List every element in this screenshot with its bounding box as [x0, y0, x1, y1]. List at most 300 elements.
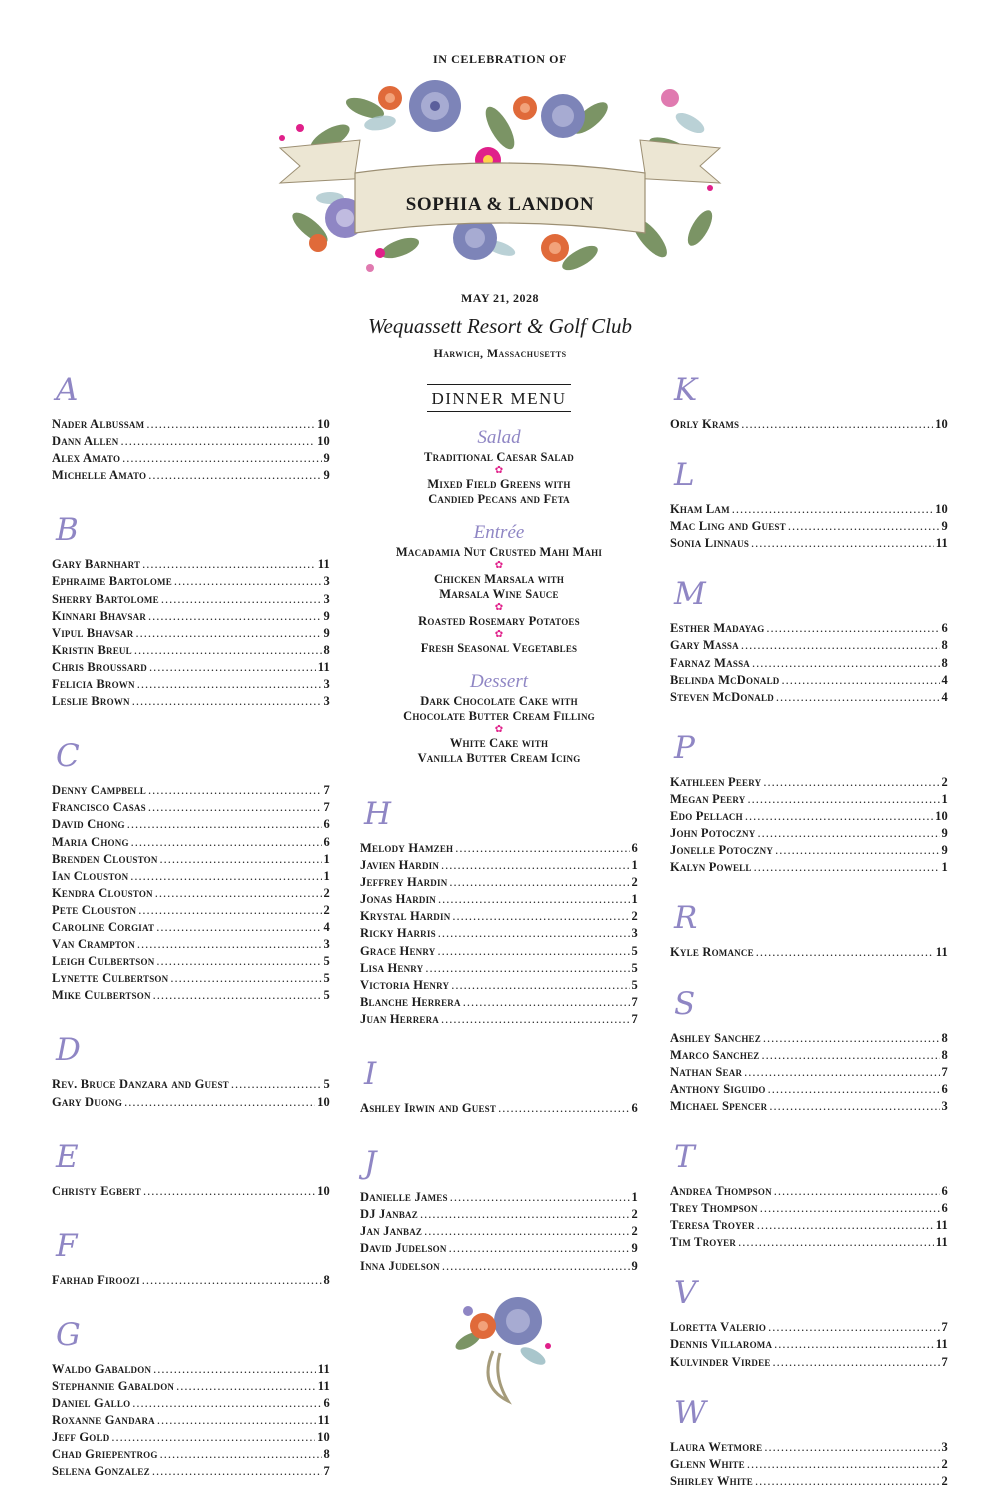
guest-name: Victoria Henry	[360, 977, 450, 992]
table-number: 1	[941, 791, 948, 806]
guest-row	[52, 919, 330, 936]
dot-leader	[124, 1094, 315, 1111]
dot-leader	[441, 1011, 630, 1028]
letter-heading: W	[674, 1394, 706, 1431]
guest-row	[670, 1047, 948, 1064]
guest-name: Kristin Breul	[52, 642, 132, 657]
guest-name: Kathleen Peery	[670, 774, 762, 789]
table-number: 2	[631, 1207, 638, 1222]
menu-dish: Dark Chocolate Cake with Chocolate Butter Cream Filling	[403, 694, 595, 723]
table-number: 11	[317, 1378, 330, 1393]
guest-name: Edo Pellach	[670, 809, 743, 824]
guest-row	[670, 774, 948, 791]
guest-name: Tim Troyer	[670, 1235, 737, 1250]
guest-row	[670, 1473, 948, 1490]
guest-name: Daniel Gallo	[52, 1396, 131, 1410]
guest-name: Andrea Thompson	[670, 1183, 772, 1198]
guest-row	[52, 573, 330, 590]
dot-leader	[152, 1463, 322, 1480]
dot-leader	[782, 672, 940, 689]
table-number: 5	[631, 960, 638, 975]
guest-row	[52, 851, 330, 868]
guest-row	[52, 416, 330, 433]
guest-name: Leslie Brown	[52, 694, 130, 709]
group-spacer	[670, 1115, 948, 1139]
guest-name: Waldo Gabaldon	[52, 1361, 152, 1376]
letter-group-l	[670, 457, 948, 576]
table-number: 5	[631, 943, 638, 958]
menu-dish: Chicken Marsala with Marsala Wine Sauce	[433, 572, 565, 601]
dot-leader	[766, 620, 939, 637]
guest-name: Chad Griepentrog	[52, 1447, 158, 1462]
dot-leader	[174, 573, 322, 590]
guest-name: Laura Wetmore	[670, 1439, 763, 1454]
letter-heading: I	[364, 1056, 377, 1093]
table-number: 11	[317, 1413, 330, 1428]
guest-row	[360, 1189, 638, 1206]
dot-leader	[142, 1272, 322, 1289]
table-number: 10	[317, 417, 330, 431]
dot-leader	[122, 450, 321, 467]
guest-name: Esther Madayag	[670, 621, 765, 636]
letter-group-v	[670, 1275, 948, 1394]
guest-row	[360, 925, 638, 942]
letter-group-w	[670, 1395, 948, 1490]
dot-leader	[449, 1240, 630, 1257]
letter-heading: K	[674, 372, 698, 408]
dot-leader	[132, 693, 322, 710]
guest-name: Ephraime Bartolome	[52, 574, 172, 589]
dot-leader	[148, 467, 321, 484]
guest-name: Felicia Brown	[52, 677, 135, 692]
table-number: 6	[941, 1183, 948, 1198]
flower-bouquet-icon	[438, 1291, 558, 1406]
table-number: 3	[323, 591, 330, 606]
guest-name: Selena Gonzalez	[52, 1464, 150, 1479]
table-number: 1	[323, 851, 330, 866]
guest-row	[670, 1081, 948, 1098]
letter-group-c	[52, 738, 330, 1032]
guest-name: Mike Culbertson	[52, 988, 151, 1003]
table-number: 4	[941, 689, 948, 704]
letter-heading: E	[56, 1138, 79, 1175]
table-number: 2	[631, 1224, 638, 1239]
guest-name: Ashley Irwin and Guest	[360, 1101, 497, 1116]
guest-name: Alex Amato	[52, 451, 121, 466]
table-number: 10	[317, 1183, 330, 1198]
dot-leader	[788, 518, 940, 535]
flower-separator-icon: ✿	[494, 560, 504, 571]
guest-row	[360, 1240, 638, 1257]
dot-leader	[769, 1098, 939, 1115]
course-heading: Dessert	[469, 671, 529, 692]
guest-row	[670, 1098, 948, 1115]
dot-leader	[231, 1076, 322, 1093]
table-number: 4	[941, 672, 948, 687]
guest-row	[670, 1439, 948, 1456]
event-date: MAY 21, 2028	[460, 291, 540, 305]
menu-dish: Macadamia Nut Crusted Mahi Mahi	[395, 545, 603, 559]
dot-leader	[498, 1100, 629, 1117]
table-number: 6	[631, 1101, 638, 1116]
table-number: 2	[631, 875, 638, 890]
guest-name: Gary Massa	[670, 638, 739, 653]
letter-group-f	[52, 1228, 330, 1317]
guest-name: Kalyn Powell	[670, 860, 752, 875]
dot-leader	[138, 902, 321, 919]
venue-location: Harwich, Massachusetts	[433, 346, 567, 360]
guest-row	[670, 672, 948, 689]
dot-leader	[744, 1064, 939, 1081]
guest-row	[52, 799, 330, 816]
dot-leader	[137, 936, 322, 953]
dot-leader	[156, 953, 321, 970]
letter-group-r	[670, 900, 948, 985]
course-heading: Salad	[477, 427, 521, 448]
table-number: 9	[941, 826, 948, 841]
letter-heading: A	[56, 372, 79, 408]
guest-row	[360, 1206, 638, 1223]
guest-row	[52, 676, 330, 693]
table-number: 10	[935, 502, 948, 517]
flower-separator-icon: ✿	[494, 465, 504, 476]
table-number: 5	[631, 977, 638, 992]
guest-name: Jeff Gold	[52, 1430, 110, 1445]
flower-separator-icon: ✿	[494, 724, 504, 735]
dot-leader	[449, 874, 629, 891]
table-number: 1	[323, 868, 330, 883]
table-number: 2	[323, 902, 330, 917]
dot-leader	[156, 919, 321, 936]
guest-name: Shirley White	[670, 1473, 753, 1488]
guest-row	[52, 885, 330, 902]
guest-name: Melody Hamzeh	[360, 841, 454, 855]
guest-row	[670, 1183, 948, 1200]
guest-name: Dann Allen	[52, 434, 119, 449]
dot-leader	[438, 891, 630, 908]
table-number: 6	[941, 1081, 948, 1096]
guest-name: Lynette Culbertson	[52, 971, 169, 986]
dot-leader	[134, 642, 322, 659]
table-number: 8	[941, 655, 948, 670]
table-number: 11	[935, 1235, 948, 1250]
guest-column-right	[670, 372, 948, 1490]
letter-group-m	[670, 576, 948, 729]
dot-leader	[768, 1319, 939, 1336]
table-number: 7	[323, 1464, 330, 1479]
dot-leader	[142, 556, 316, 573]
guest-row	[670, 1217, 948, 1234]
table-number: 9	[323, 625, 330, 640]
letter-heading: S	[674, 985, 696, 1022]
dot-leader	[732, 501, 933, 518]
guest-row	[52, 1412, 330, 1429]
dot-leader	[437, 943, 629, 960]
guest-name: Van Crampton	[52, 937, 135, 952]
guest-name: Teresa Troyer	[670, 1218, 755, 1233]
guest-name: Brenden Clouston	[52, 851, 158, 866]
dot-leader	[176, 1378, 316, 1395]
dot-leader	[450, 1189, 630, 1206]
letter-heading: V	[674, 1275, 697, 1312]
guest-row	[360, 977, 638, 994]
dot-leader	[776, 689, 940, 706]
guest-row	[52, 693, 330, 710]
letter-heading: D	[56, 1032, 81, 1069]
table-number: 7	[941, 1064, 948, 1079]
menu-title: DINNER MENU	[427, 384, 570, 412]
guest-column-left	[52, 372, 330, 1480]
guest-row	[360, 1100, 638, 1117]
letter-group-s	[670, 986, 948, 1139]
guest-row	[52, 608, 330, 625]
guest-name: Blanche Herrera	[360, 994, 461, 1009]
dot-leader	[146, 416, 315, 433]
guest-name: Loretta Valerio	[670, 1320, 767, 1335]
guest-name: Dennis Villaroma	[670, 1337, 773, 1352]
guest-name: Gary Barnhart	[52, 557, 141, 572]
guest-row	[670, 1234, 948, 1251]
table-number: 10	[317, 1094, 330, 1109]
guest-name: Maria Chong	[52, 834, 129, 849]
table-number: 3	[323, 937, 330, 952]
guest-row	[360, 1011, 638, 1028]
guest-row	[670, 1319, 948, 1336]
guest-row	[52, 816, 330, 833]
guest-name: Kinnari Bhavsar	[52, 608, 147, 623]
group-spacer	[52, 1289, 330, 1317]
table-number: 11	[317, 1361, 330, 1376]
dot-leader	[111, 1429, 315, 1446]
guest-name: Sherry Bartolome	[52, 591, 159, 606]
guest-row	[670, 1064, 948, 1081]
course-heading: Entrée	[473, 522, 525, 543]
letter-group-e	[52, 1139, 330, 1228]
dot-leader	[463, 994, 630, 1011]
table-number: 3	[323, 574, 330, 589]
guest-name: Kham Lam	[670, 502, 730, 517]
table-number: 1	[941, 860, 948, 875]
guest-row	[52, 970, 330, 987]
dot-leader	[170, 970, 321, 987]
guest-name: Rev. Bruce Danzara and Guest	[52, 1077, 229, 1092]
dot-leader	[756, 944, 934, 961]
guest-row	[52, 556, 330, 573]
guest-name: Orly Krams	[670, 417, 740, 431]
dot-leader	[441, 857, 630, 874]
guest-row	[360, 960, 638, 977]
dinner-menu	[360, 384, 638, 766]
guest-name: Christy Egbert	[52, 1183, 141, 1198]
guest-name: Caroline Corgiat	[52, 919, 155, 934]
guest-row	[670, 655, 948, 672]
guest-name: Jonelle Potoczny	[670, 843, 774, 858]
dot-leader	[755, 1473, 940, 1490]
table-number: 1	[631, 1190, 638, 1205]
menu-dish: White Cake with Vanilla Butter Cream Icing	[417, 736, 581, 765]
guest-column-middle	[360, 384, 638, 1411]
flower-separator-icon: ✿	[494, 629, 504, 640]
dot-leader	[160, 1446, 322, 1463]
letter-group-i	[360, 1056, 638, 1145]
table-number: 5	[323, 988, 330, 1003]
guest-row	[670, 1336, 948, 1353]
guest-name: Pete Clouston	[52, 902, 137, 917]
table-number: 11	[935, 1337, 948, 1352]
guest-row	[52, 868, 330, 885]
guest-row	[360, 1258, 638, 1275]
dot-leader	[148, 782, 322, 799]
menu-dish: Traditional Caesar Salad	[424, 450, 574, 464]
table-number: 2	[941, 774, 948, 789]
guest-name: DJ Janbaz	[360, 1207, 418, 1222]
letter-heading: B	[56, 512, 79, 549]
guest-name: Denny Campbell	[52, 783, 146, 798]
dot-leader	[745, 808, 933, 825]
group-spacer	[670, 1251, 948, 1275]
guest-list-middle	[360, 796, 638, 1275]
letter-heading: H	[364, 796, 392, 832]
venue-name: Wequassett Resort & Golf Club	[367, 314, 633, 338]
table-number: 9	[941, 843, 948, 858]
guest-row	[360, 891, 638, 908]
guest-row	[670, 518, 948, 535]
letter-heading: C	[56, 738, 80, 775]
dot-leader	[121, 433, 316, 450]
guest-name: Inna Judelson	[360, 1258, 440, 1273]
guest-name: Michelle Amato	[52, 468, 147, 483]
guest-name: Nathan Sear	[670, 1064, 743, 1079]
group-spacer	[670, 876, 948, 900]
guest-name: Jonas Hardin	[360, 892, 437, 907]
table-number: 8	[941, 1030, 948, 1045]
table-number: 6	[323, 1396, 330, 1410]
dot-leader	[455, 840, 629, 857]
guest-row	[670, 825, 948, 842]
table-number: 9	[941, 519, 948, 534]
dot-leader	[153, 987, 322, 1004]
guest-row	[52, 1395, 330, 1412]
guest-row	[52, 782, 330, 799]
dot-leader	[774, 1336, 934, 1353]
dot-leader	[127, 816, 322, 833]
guest-name: Anthony Siguido	[670, 1081, 766, 1096]
guest-row	[52, 1076, 330, 1093]
table-number: 4	[323, 919, 330, 934]
table-number: 3	[323, 694, 330, 709]
flower-separator-icon: ✿	[494, 602, 504, 613]
guest-row	[52, 642, 330, 659]
guest-row	[360, 908, 638, 925]
dot-leader	[161, 591, 322, 608]
guest-row	[52, 450, 330, 467]
dot-leader	[148, 799, 322, 816]
guest-row	[670, 501, 948, 518]
table-number: 7	[941, 1354, 948, 1369]
dot-leader	[424, 1223, 629, 1240]
guest-row	[670, 535, 948, 552]
table-number: 2	[941, 1456, 948, 1471]
group-spacer	[670, 706, 948, 730]
guest-name: Glenn White	[670, 1456, 745, 1471]
group-spacer	[52, 710, 330, 738]
guest-name: Chris Broussard	[52, 659, 148, 674]
dot-leader	[160, 851, 322, 868]
guest-row	[670, 637, 948, 654]
table-number: 7	[631, 1011, 638, 1026]
guest-name: Kendra Clouston	[52, 885, 153, 900]
guest-name: John Potoczny	[670, 826, 756, 841]
guest-row	[360, 857, 638, 874]
dot-leader	[155, 885, 322, 902]
dot-leader	[754, 859, 940, 876]
guest-name: Stephannie Gabaldon	[52, 1378, 175, 1393]
guest-name: Danielle James	[360, 1190, 448, 1205]
letter-heading: M	[674, 576, 706, 613]
guest-name: Lisa Henry	[360, 960, 424, 975]
table-number: 5	[323, 954, 330, 969]
guest-name: David Judelson	[360, 1241, 447, 1256]
guest-name: Juan Herrera	[360, 1011, 440, 1026]
table-number: 7	[941, 1320, 948, 1335]
dot-leader	[148, 608, 322, 625]
guest-name: Farhad Firoozi	[52, 1272, 140, 1287]
dot-leader	[132, 1395, 321, 1412]
table-number: 3	[323, 677, 330, 692]
guest-row	[52, 1463, 330, 1480]
letter-group-k	[670, 372, 948, 457]
menu-dish: Mixed Field Greens with Candied Pecans and Feta	[427, 477, 571, 506]
dot-leader	[757, 825, 939, 842]
guest-row	[52, 902, 330, 919]
guest-name: Jan Janbaz	[360, 1224, 423, 1239]
group-spacer	[360, 1028, 638, 1056]
guest-name: Javien Hardin	[360, 858, 440, 873]
guest-row	[52, 1183, 330, 1200]
table-number: 8	[941, 1047, 948, 1062]
guest-row	[670, 808, 948, 825]
guest-row	[52, 1094, 330, 1111]
guest-name: Trey Thompson	[670, 1201, 758, 1216]
table-number: 10	[935, 809, 948, 824]
table-number: 9	[323, 468, 330, 483]
dot-leader	[774, 1183, 940, 1200]
table-number: 1	[631, 858, 638, 873]
table-number: 10	[935, 417, 948, 431]
dot-leader	[131, 834, 322, 851]
table-number: 3	[941, 1098, 948, 1113]
dot-leader	[135, 625, 321, 642]
guest-row	[52, 1361, 330, 1378]
group-spacer	[670, 433, 948, 457]
dot-leader	[130, 868, 321, 885]
group-spacer	[52, 1111, 330, 1139]
guest-name: Mac Ling and Guest	[670, 519, 786, 534]
dot-leader	[760, 1200, 940, 1217]
table-number: 6	[941, 1201, 948, 1216]
guest-row	[52, 433, 330, 450]
guest-row	[360, 1223, 638, 1240]
letter-group-d	[52, 1032, 330, 1138]
dot-leader	[773, 1354, 940, 1371]
guest-row	[670, 1354, 948, 1371]
guest-name: Megan Peery	[670, 791, 746, 806]
dot-leader	[768, 1081, 940, 1098]
dot-leader	[763, 1030, 940, 1047]
guest-name: Jeffrey Hardin	[360, 875, 448, 890]
guest-row	[52, 659, 330, 676]
dot-leader	[452, 908, 629, 925]
